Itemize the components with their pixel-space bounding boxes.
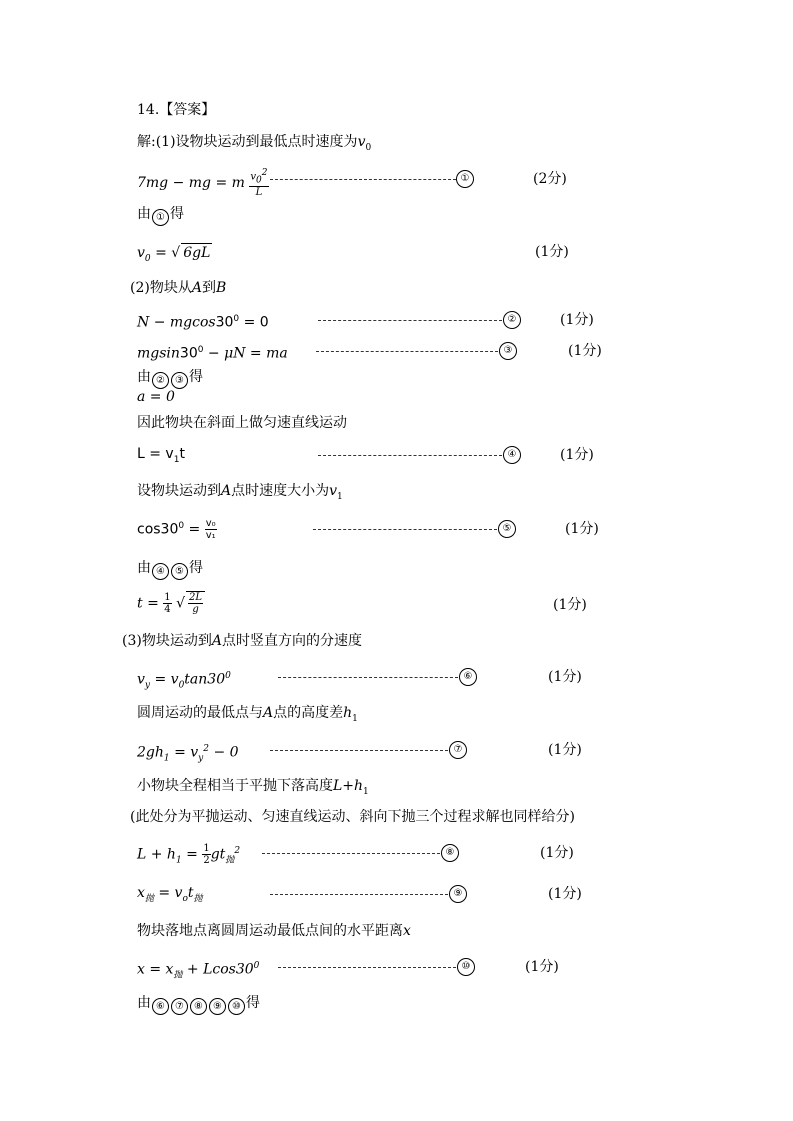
equation-7: $2gh_1 = v_y^2 - 0$ [137, 744, 239, 764]
equation-1: 7mg − mg = m $\frac{v_0^2}{L}$ [137, 168, 268, 199]
marker-10: ⑩ [457, 958, 475, 976]
answer-heading: 14.【答案】 [137, 102, 216, 118]
note-text: (此处分为平抛运动、匀速直线运动、斜向下抛三个过程求解也同样给分) [130, 809, 575, 825]
marker-4: ④ [503, 446, 521, 464]
dash-leader [270, 750, 448, 751]
dash-leader [270, 894, 448, 895]
dash-leader [316, 351, 498, 352]
from-2-3: 由 ② ③ 得 [137, 368, 203, 389]
marker-5: ⑤ [498, 520, 516, 538]
score-v0: (1分) [535, 244, 569, 260]
from-4-5: 由 ④ ⑤ 得 [137, 559, 203, 580]
dash-leader [270, 179, 456, 180]
equation-8: $L + h_1$ = $\frac{1}{2}$ $gt_抛^2$ [137, 843, 241, 867]
dash-leader [318, 320, 502, 321]
h1-text: 圆周运动的最低点与A点的高度差$h_1$ [137, 705, 358, 724]
score-2: (1分) [560, 312, 594, 328]
score-8: (1分) [540, 845, 574, 861]
from-1: 由 ① 得 [137, 205, 184, 226]
equation-9: $x_抛 = v_ot_抛$ [137, 885, 203, 904]
uniform-motion-text: 因此物块在斜面上做匀速直线运动 [137, 415, 347, 431]
result-v0: $v_0$ = √ 6gL [137, 245, 211, 264]
score-3: (1分) [568, 343, 602, 359]
marker-3: ③ [499, 342, 517, 360]
equation-5: $\cos 30^0$ = $\frac{\text{v₀}}{\text{v₁}}$ [137, 518, 216, 542]
x-text: 物块落地点离圆周运动最低点间的水平距离x [137, 923, 411, 939]
dash-leader [262, 853, 440, 854]
score-4: (1分) [560, 447, 594, 463]
marker-2: ② [503, 311, 521, 329]
equation-2: $N - mgcos30^0 = 0$ [137, 314, 269, 331]
score-t: (1分) [553, 597, 587, 613]
marker-9: ⑨ [449, 885, 467, 903]
from-all: 由 ⑥ ⑦ ⑧ ⑨ ⑩ 得 [137, 994, 260, 1015]
dash-leader [313, 529, 497, 530]
equation-3: $mgsin30^0 - \mu N$ = ma [137, 345, 288, 362]
result-a: a = 0 [137, 389, 175, 405]
dash-leader [278, 967, 456, 968]
score-6: (1分) [548, 669, 582, 685]
v1-text: 设物块运动到A点时速度大小为$v_1$ [137, 483, 343, 502]
score-5: (1分) [565, 521, 599, 537]
result-t: t = $\frac{1}{4}$ √ $\frac{2L}{g}$ [137, 591, 205, 615]
score-9: (1分) [548, 886, 582, 902]
height-text: 小物块全程相当于平抛下落高度$L+h_1$ [137, 778, 369, 797]
intro-text: 解:(1)设物块运动到最低点时速度为$v_0$ [137, 134, 372, 153]
score-1: (2分) [533, 171, 567, 187]
equation-10: $x = x_抛 + Lcos30^0$ [137, 961, 260, 981]
marker-8: ⑧ [441, 844, 459, 862]
marker-6: ⑥ [459, 668, 477, 686]
marker-7: ⑦ [449, 741, 467, 759]
dash-leader [278, 677, 458, 678]
marker-1: ① [456, 170, 474, 188]
equation-4: $L = v_1t$ [137, 446, 185, 465]
dash-leader [318, 455, 502, 456]
part-2: (2)物块从A到B [130, 280, 227, 296]
part-3: (3)物块运动到A点时竖直方向的分速度 [122, 633, 362, 649]
score-7: (1分) [548, 742, 582, 758]
score-10: (1分) [525, 959, 559, 975]
equation-6: $v_y = v_0\tan 30^0$ [137, 671, 231, 691]
